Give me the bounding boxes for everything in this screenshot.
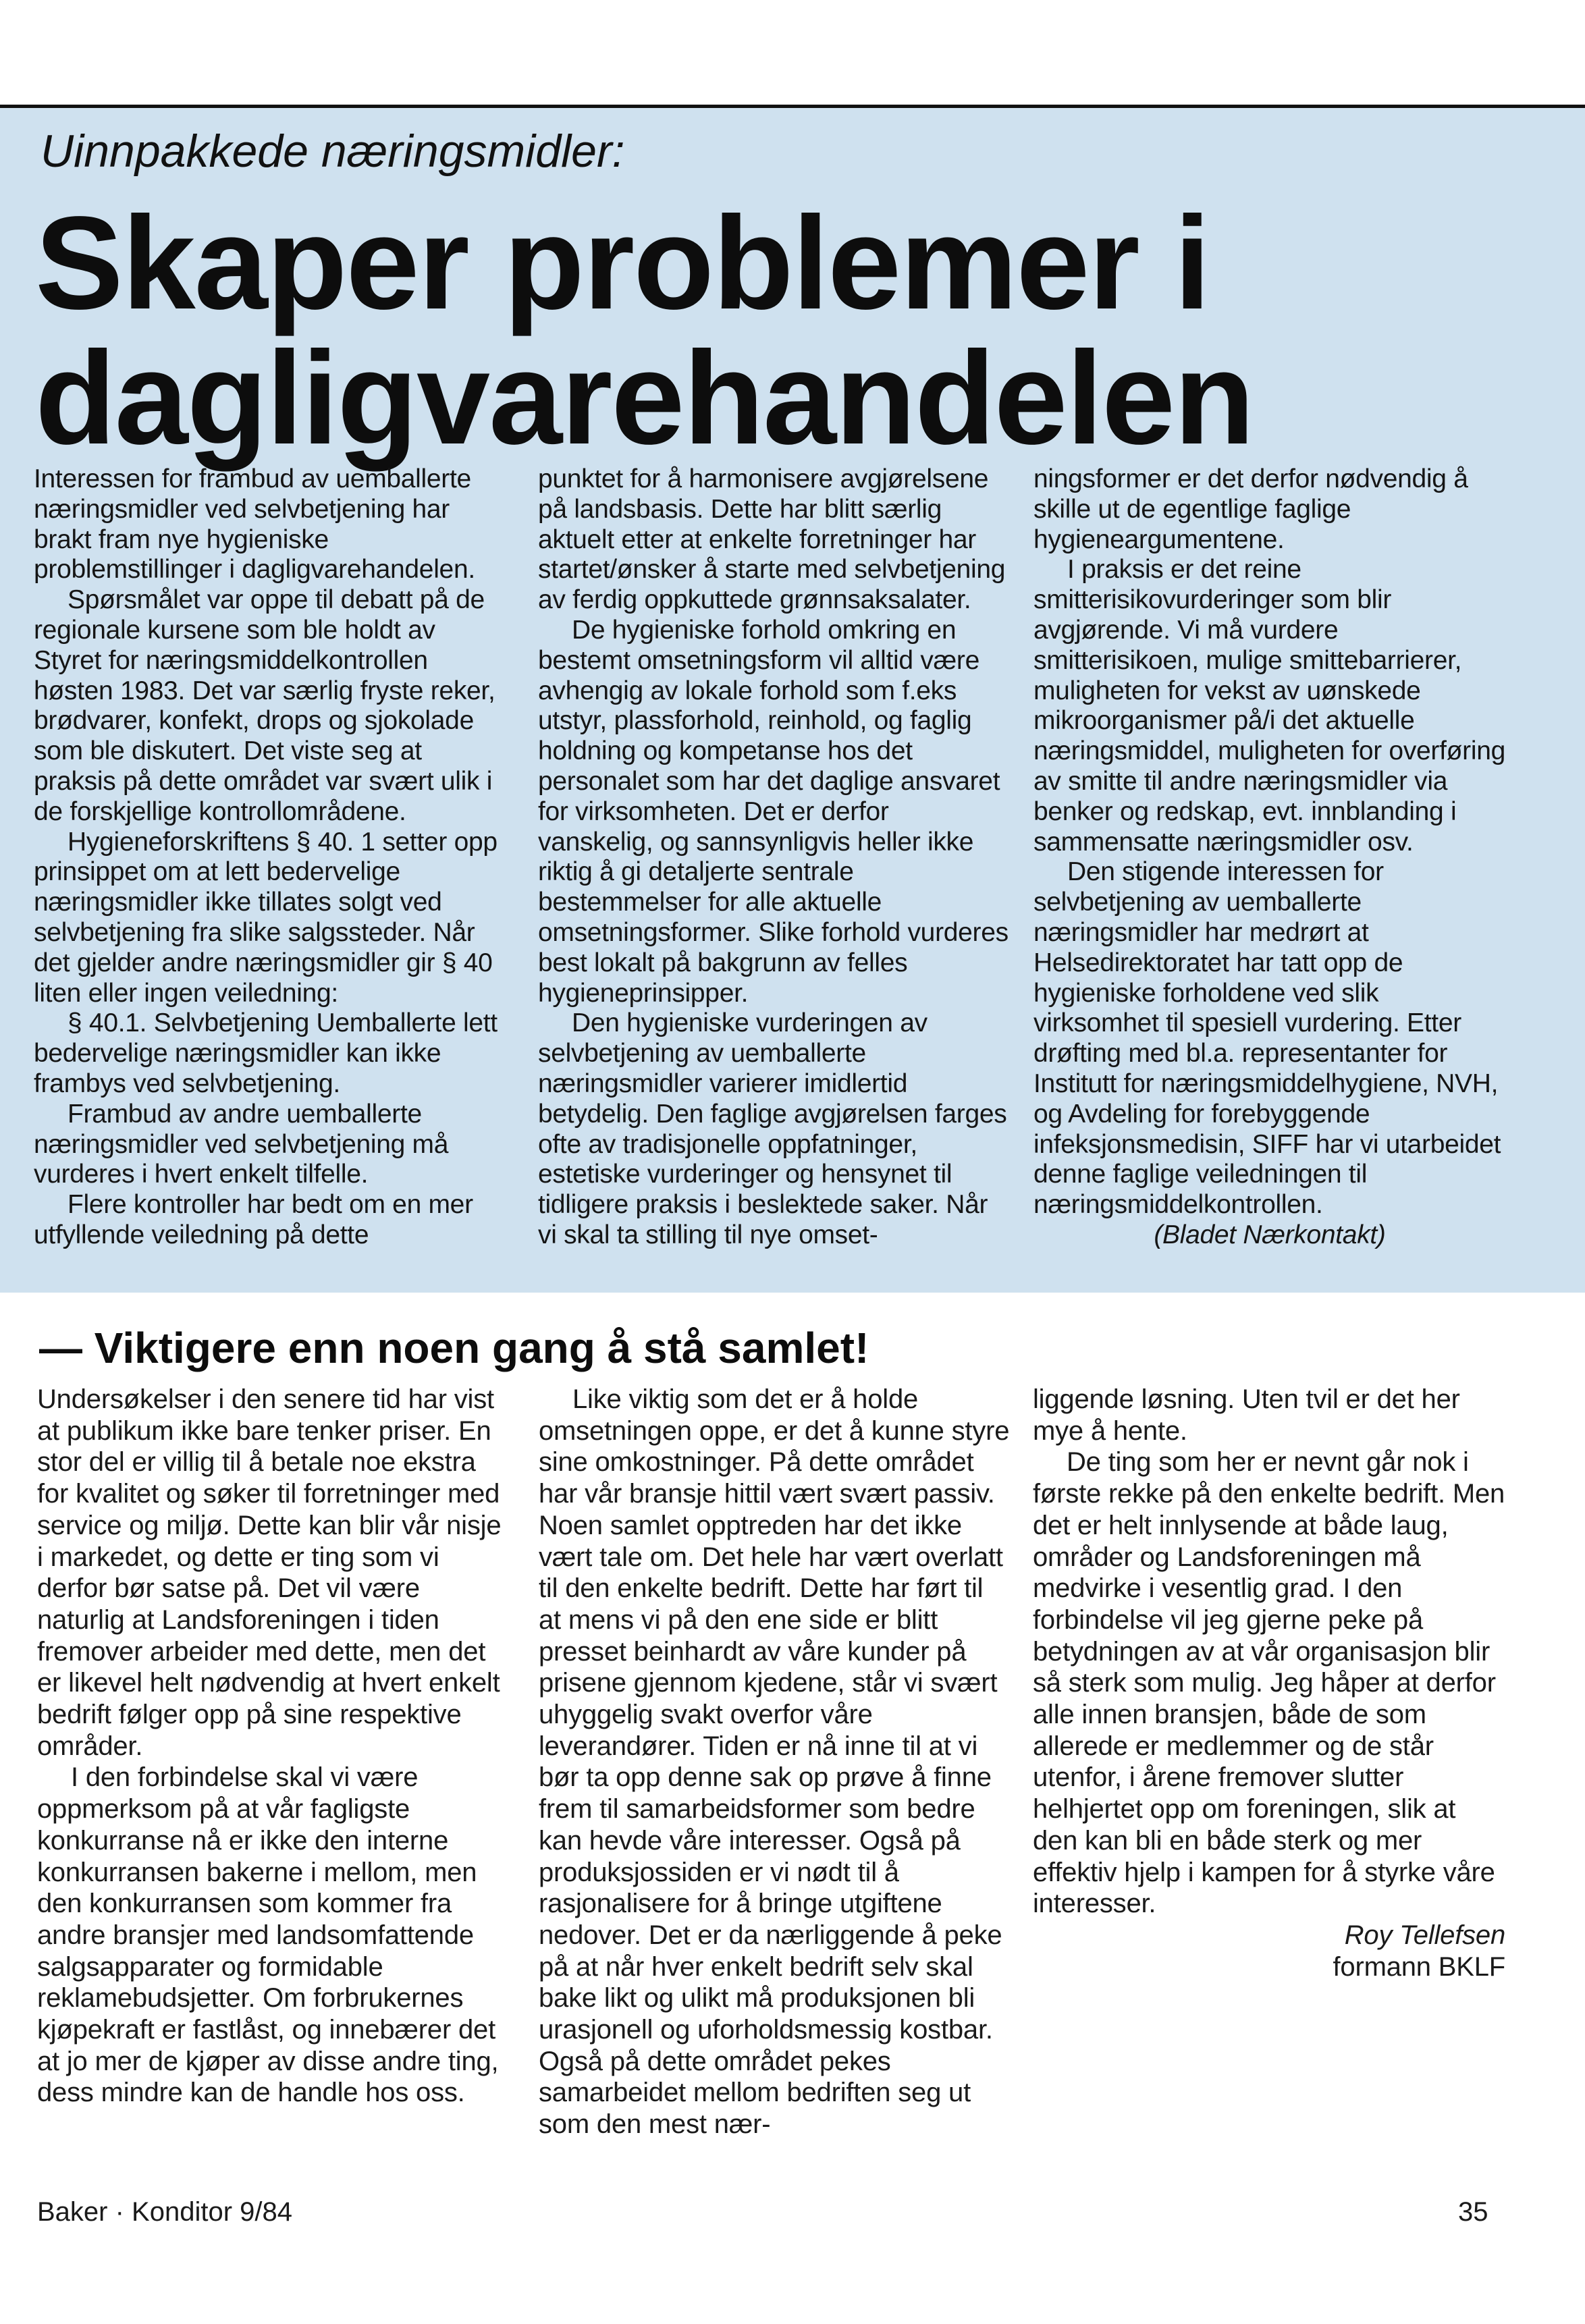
article2-column-2 [539, 1384, 1011, 2140]
article-headline: Skaper problemer i dagligvarehandelen [35, 189, 1254, 472]
paragraph: ningsformer er det derfor nødvendig å skille ut de egentlige faglige hygieneargumentene. [1033, 464, 1468, 554]
paragraph: § 40.1. Selvbetjening Uemballerte lett bedervelige næringsmidler kan ikke frambys ved selvbetjening. [34, 1008, 498, 1098]
paragraph: Hygieneforskriftens § 40. 1 setter opp prinsippet om at lett bedervelige næringsmidler ikke tillates solgt ved selvbetjening fra slike salgssteder. Når det gjelder andre næringsmidler gir § 40 liten eller ingen veiledning: [34, 827, 498, 1008]
paragraph: Spørsmålet var oppe til debatt på de regionale kursene som ble holdt av Styret for næringsmiddelkontrollen høsten 1983. Det var særlig fryste reker, brødvarer, konfekt, drops og sjokolade som ble diskutert. Det viste seg at praksis på dette området var svært ulik i de forskjellige kontrollområdene. [34, 585, 495, 826]
paragraph: Like viktig som det er å holde omsetningen oppe, er det å kunne styre sine omkostninger. På dette området har vår bransje hittil vært svært passiv. Noen samlet opptreden har det ikke vært tale om. Det hele har vært overlatt til den enkelte bedrift. Dette har ført til at mens vi på den ene side er blitt presset beinhardt av våre kunder på prisene gjennom kjedene, står vi svært uhyggelig svakt overfor våre leverandører. Tiden er nå inne til at vi bør ta opp denne sak op prøve å finne frem til samarbeidsformer som bedre kan hevde våre interesser. Også på produksjossiden er vi nødt til å rasjonalisere for å bringe utgiftene nedover. Det er da nærliggende å peke på at når hver enkelt bedrift selv skal bake likt og ulikt må produksjonen bli urasjonell og uforholdsmessig kostbar. Også på dette området pekes samarbeidet mellom bedriften seg ut som den mest nær- [539, 1384, 1010, 2140]
article2-column-1 [37, 1384, 510, 2109]
article-source: (Bladet Nærkontakt) [1154, 1220, 1386, 1249]
paragraph: De ting som her er nevnt går nok i første rekke på den enkelte bedrift. Men det er helt innlysende at både laug, områder og Landsforeningen må medvirke i vesentlig grad. I den forbindelse vil jeg gjerne peke på betydningen av at vår organisasjon blir så sterk som mulig. Jeg håper at derfor alle innen bransjen, både de som allerede er medlemmer og de står utenfor, i årene fremover slutter helhjertet opp om foreningen, slik at den kan bli en både sterk og mer effektiv hjelp i kampen for å styrke våre interesser. [1033, 1447, 1505, 1919]
paragraph: liggende løsning. Uten tvil er det her mye å hente. [1033, 1384, 1460, 1446]
paragraph: I praksis er det reine smitterisikovurderinger som blir avgjørende. Vi må vurdere smitterisikoen, mulige smittebarrierer, muligheten for vekst av uønskede mikroorganismer på/i det aktuelle næringsmiddel, muligheten for overføring av smitte til andre næringsmidler via benker og redskap, evt. innblanding i sammensatte næringsmidler osv. [1033, 555, 1505, 857]
paragraph: Den hygieniske vurderingen av selvbetjening av uemballerte næringsmidler varierer imidlertid betydelig. Den faglige avgjørelsen farges ofte av tradisjonelle oppfatninger, estetiske vurderinger og hensynet til tidligere praksis i beslektede saker. Når vi skal ta stilling til nye omset- [538, 1008, 1007, 1249]
signature-name: Roy Tellefsen [1344, 1920, 1505, 1950]
article1-column-3 [1033, 464, 1506, 1251]
article1-column-1 [34, 464, 506, 1251]
paragraph: Undersøkelser i den senere tid har vist at publikum ikke bare tenker priser. En stor del er villig til å betale noe ekstra for kvalitet og søker til forretninger med service og miljø. Dette kan blir vår nisje i markedet, og dette er ting som vi derfor bør satse på. Det vil være naturlig at Landsforeningen i tiden fremover arbeider med dette, men det er likevel helt nødvendig at hvert enkelt bedrift følger opp på sine respektive områder. [37, 1384, 502, 1761]
article2-headline: — Viktigere enn noen gang å stå samlet! [39, 1324, 869, 1372]
publication-footer: Baker · Konditor 9/84 [37, 2197, 292, 2227]
paragraph: Flere kontroller har bedt om en mer utfyllende veiledning på dette [34, 1190, 473, 1249]
article-kicker: Uinnpakkede næringsmidler: [41, 126, 625, 177]
page-number: 35 [1458, 2197, 1488, 2227]
article2-column-3 [1033, 1384, 1505, 1982]
paragraph: Interessen for frambud av uemballerte næringsmidler ved selvbetjening har brakt fram nye hygieniske problemstillinger i dagligvarehandelen. [34, 464, 475, 585]
paragraph: De hygieniske forhold omkring en bestemt omsetningsform vil alltid være avhengig av lokale forhold som f.eks utstyr, plassforhold, reinhold, og faglig holdning og kompetanse hos det personalet som har det daglige ansvaret for virksomheten. Det er derfor vanskelig, og sannsynligvis heller ikke riktig å gi detaljerte sentrale bestemmelser for alle aktuelle omsetningsformer. Slike forhold vurderes best lokalt på bakgrunn av felles hygieneprinsipper. [538, 615, 1009, 1008]
paragraph: punktet for å harmonisere avgjørelsene på landsbasis. Dette har blitt særlig aktuelt etter at enkelte forretninger har startet/ønsker å starte med selvbetjening av ferdig oppkuttede grønnsaksalater. [538, 464, 1006, 615]
paragraph: Frambud av andre uemballerte næringsmidler ved selvbetjening må vurderes i hvert enkelt tilfelle. [34, 1099, 449, 1189]
paragraph: Den stigende interessen for selvbetjening av uemballerte næringsmidler har medrørt at Helsedirektoratet har tatt opp de hygieniske forholdene ved slik virksomhet til spesiell vurdering. Etter drøfting med bl.a. representanter for Institutt for næringsmiddelhygiene, NVH, og Avdeling for forebyggende infeksjonsmedisin, SIFF har vi utarbeidet denne faglige veiledningen til næringsmiddelkontrollen. [1033, 857, 1501, 1220]
signature-title: formann BKLF [1333, 1951, 1505, 1982]
paragraph: I den forbindelse skal vi være oppmerksom på at vår fagligste konkurranse nå er ikke den interne konkurransen bakerne i mellom, men den konkurransen som kommer fra andre bransjer med landsomfattende salgsapparater og formidable reklamebudsjetter. Om forbrukernes kjøpekraft er fastlåst, og innebærer det at jo mer de kjøper av disse andre ting, dess mindre kan de handle hos oss. [37, 1762, 499, 2108]
article1-column-2 [538, 464, 1011, 1251]
